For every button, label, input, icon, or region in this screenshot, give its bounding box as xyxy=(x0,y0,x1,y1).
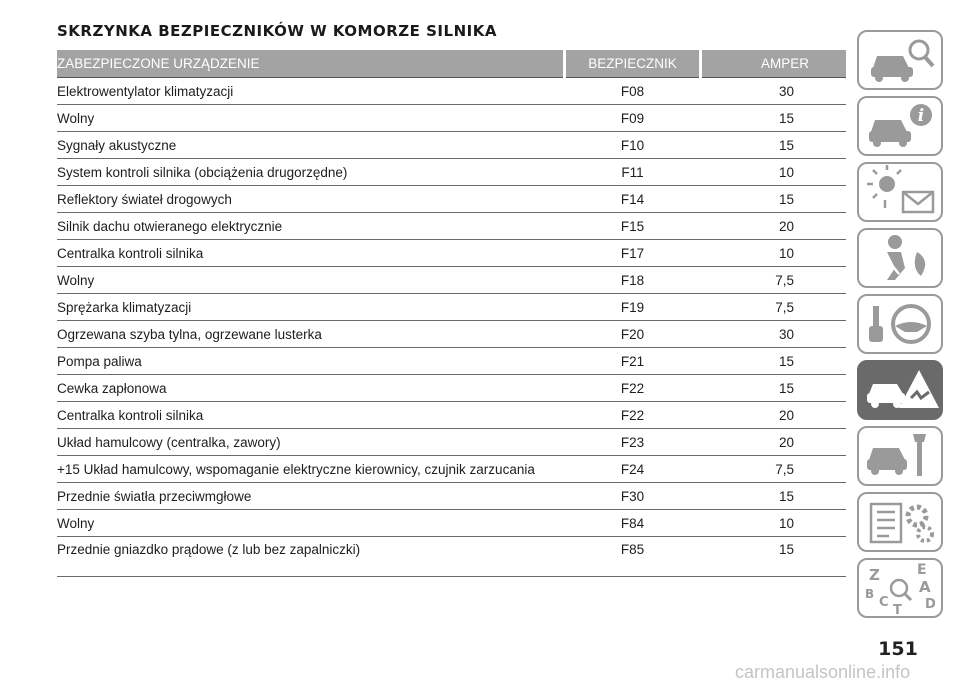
tab-lights-message[interactable] xyxy=(857,162,943,222)
device-cell: Elektrowentylator klimatyzacji xyxy=(57,78,565,105)
ampere-cell: 10 xyxy=(701,159,847,186)
tab-key-steering[interactable] xyxy=(857,294,943,354)
index-letter: D xyxy=(925,597,936,612)
svg-text:i: i xyxy=(917,106,925,126)
tab-car-maintenance[interactable] xyxy=(857,426,943,486)
ampere-cell: 15 xyxy=(701,186,847,213)
table-row xyxy=(57,105,846,132)
table-row xyxy=(57,267,846,294)
fuse-cell: F30 xyxy=(565,483,701,510)
ampere-cell: 20 xyxy=(701,429,847,456)
tab-specs-gears[interactable] xyxy=(857,492,943,552)
table-row xyxy=(57,537,846,577)
ampere-cell: 10 xyxy=(701,240,847,267)
lights-message-icon xyxy=(859,164,941,220)
ampere-cell: 7,5 xyxy=(701,267,847,294)
fuse-cell: F21 xyxy=(565,348,701,375)
fuse-cell: F11 xyxy=(565,159,701,186)
fuse-cell: F22 xyxy=(565,375,701,402)
key-steering-icon xyxy=(859,296,941,352)
car-emergency-icon xyxy=(859,362,941,418)
header-device: ZABEZPIECZONE URZĄDZENIE xyxy=(57,50,565,78)
device-cell: +15 Układ hamulcowy, wspomaganie elektryczne kierownicy, czujnik zarzucania xyxy=(57,456,565,483)
page-title: SKRZYNKA BEZPIECZNIKÓW W KOMORZE SILNIKA xyxy=(57,22,497,40)
device-cell: Wolny xyxy=(57,510,565,537)
fuse-cell: F20 xyxy=(565,321,701,348)
table-row xyxy=(57,294,846,321)
fuse-cell: F10 xyxy=(565,132,701,159)
index-letter: Z xyxy=(869,566,880,584)
ampere-cell: 7,5 xyxy=(701,294,847,321)
fuse-cell: F15 xyxy=(565,213,701,240)
table-header-row xyxy=(57,50,846,78)
fuse-cell: F19 xyxy=(565,294,701,321)
device-cell: Przednie światła przeciwmgłowe xyxy=(57,483,565,510)
fuse-cell: F22 xyxy=(565,402,701,429)
device-cell: Sprężarka klimatyzacji xyxy=(57,294,565,321)
device-cell: Sygnały akustyczne xyxy=(57,132,565,159)
device-cell: Wolny xyxy=(57,105,565,132)
watermark: carmanualsonline.info xyxy=(735,662,911,682)
table-row xyxy=(57,132,846,159)
ampere-cell: 15 xyxy=(701,348,847,375)
device-cell: Cewka zapłonowa xyxy=(57,375,565,402)
airbag-seat-icon xyxy=(859,230,941,286)
fuse-table xyxy=(57,50,846,577)
device-cell: Wolny xyxy=(57,267,565,294)
fuse-cell: F85 xyxy=(565,537,701,577)
table-row xyxy=(57,186,846,213)
table-row xyxy=(57,213,846,240)
ampere-cell: 15 xyxy=(701,105,847,132)
table-row xyxy=(57,321,846,348)
index-letter: T xyxy=(893,603,902,616)
ampere-cell: 30 xyxy=(701,321,847,348)
device-cell: Centralka kontroli silnika xyxy=(57,240,565,267)
table-row xyxy=(57,78,846,105)
ampere-cell: 15 xyxy=(701,375,847,402)
header-ampere: AMPER xyxy=(701,50,847,78)
index-letter: B xyxy=(865,587,875,601)
table-row xyxy=(57,348,846,375)
device-cell: Reflektory świateł drogowych xyxy=(57,186,565,213)
ampere-cell: 15 xyxy=(701,537,847,577)
fuse-cell: F23 xyxy=(565,429,701,456)
device-cell: Pompa paliwa xyxy=(57,348,565,375)
fuse-cell: F09 xyxy=(565,105,701,132)
device-cell: Przednie gniazdko prądowe (z lub bez zapalniczki) xyxy=(57,537,565,577)
ampere-cell: 20 xyxy=(701,213,847,240)
table-row xyxy=(57,240,846,267)
table-row xyxy=(57,510,846,537)
ampere-cell: 15 xyxy=(701,132,847,159)
ampere-cell: 30 xyxy=(701,78,847,105)
car-inspect-icon xyxy=(859,32,941,88)
index-letter: C xyxy=(879,595,889,610)
index-letter: E xyxy=(917,562,927,578)
index-letter: A xyxy=(919,578,931,596)
device-cell: Silnik dachu otwieranego elektrycznie xyxy=(57,213,565,240)
specs-gears-icon xyxy=(859,494,941,550)
fuse-cell: F14 xyxy=(565,186,701,213)
fuse-cell: F08 xyxy=(565,78,701,105)
tab-car-info[interactable] xyxy=(857,96,943,156)
device-cell: Centralka kontroli silnika xyxy=(57,402,565,429)
table-row xyxy=(57,429,846,456)
ampere-cell: 7,5 xyxy=(701,456,847,483)
table-row xyxy=(57,456,846,483)
table-row xyxy=(57,375,846,402)
tab-car-inspect[interactable] xyxy=(857,30,943,90)
device-cell: System kontroli silnika (obciążenia drugorzędne) xyxy=(57,159,565,186)
tab-alphabet-index[interactable] xyxy=(857,558,943,618)
device-cell: Układ hamulcowy (centralka, zawory) xyxy=(57,429,565,456)
ampere-cell: 15 xyxy=(701,483,847,510)
table-row xyxy=(57,402,846,429)
fuse-cell: F18 xyxy=(565,267,701,294)
table-row xyxy=(57,159,846,186)
car-info-icon xyxy=(859,98,941,154)
car-maintenance-icon xyxy=(859,428,941,484)
device-cell: Ogrzewana szyba tylna, ogrzewane lusterka xyxy=(57,321,565,348)
fuse-cell: F17 xyxy=(565,240,701,267)
header-fuse: BEZPIECZNIK xyxy=(565,50,701,78)
tab-airbag-seat[interactable] xyxy=(857,228,943,288)
fuse-cell: F24 xyxy=(565,456,701,483)
ampere-cell: 20 xyxy=(701,402,847,429)
table-row xyxy=(57,483,846,510)
tab-car-emergency[interactable] xyxy=(857,360,943,420)
fuse-cell: F84 xyxy=(565,510,701,537)
alphabet-index-icon xyxy=(859,560,941,616)
page-number: 151 xyxy=(878,638,918,660)
ampere-cell: 10 xyxy=(701,510,847,537)
